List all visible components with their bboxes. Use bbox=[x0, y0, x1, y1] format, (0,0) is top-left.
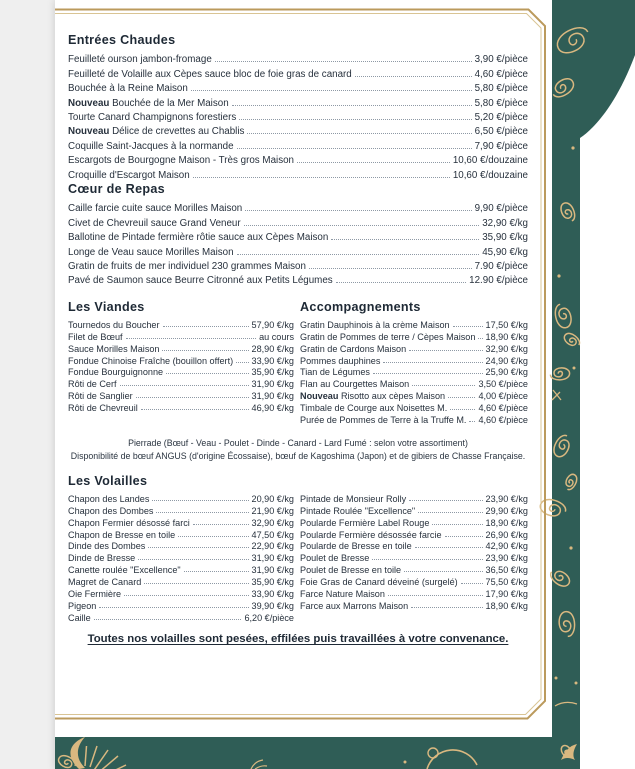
item-name: Nouveau Risotto aux cèpes Maison bbox=[300, 391, 446, 402]
dotted-leader bbox=[383, 362, 482, 363]
item-name: Flan au Courgettes Maison bbox=[300, 379, 410, 390]
item-name: Feuilleté de Volaille aux Cèpes sauce bloc de foie gras de canard bbox=[68, 68, 352, 80]
item-name: Bouchée à la Reine Maison bbox=[68, 83, 188, 95]
dotted-leader bbox=[152, 500, 248, 501]
item-price: 6,20 €/pièce bbox=[244, 612, 294, 623]
item-name: Poularde Fermière désossée farcie bbox=[300, 529, 442, 540]
dotted-leader bbox=[120, 385, 249, 386]
dotted-leader bbox=[445, 536, 483, 537]
item-name: Rôti de Sanglier bbox=[68, 391, 133, 402]
dotted-leader bbox=[409, 500, 482, 501]
section-title: Cœur de Repas bbox=[68, 182, 165, 196]
item-price: 12.90 €/pièce bbox=[469, 275, 528, 287]
item-price: 7.90 €/pièce bbox=[474, 260, 528, 272]
section-viandes-accompagnements bbox=[68, 300, 528, 425]
item-price: au cours bbox=[259, 331, 294, 342]
menu-item-row bbox=[68, 94, 528, 108]
dotted-leader bbox=[156, 512, 248, 513]
item-name: Poulet de Bresse en toile bbox=[300, 565, 402, 576]
item-name: Magret de Canard bbox=[68, 577, 142, 588]
menu-item-row bbox=[300, 551, 528, 563]
dotted-leader bbox=[245, 210, 471, 211]
item-name: Chapon des Landes bbox=[68, 493, 150, 504]
item-price: 33,90 €/kg bbox=[251, 589, 294, 600]
item-name: Nouveau Bouchée de la Mer Maison bbox=[68, 97, 229, 109]
section-coeur-de-repas bbox=[68, 182, 528, 286]
section-rows bbox=[68, 51, 528, 181]
item-name: Timbale de Courge aux Noisettes M. bbox=[300, 403, 448, 414]
menu-item-row bbox=[68, 540, 294, 552]
item-price: 45,90 €/kg bbox=[482, 246, 528, 258]
item-name: Sauce Morilles Maison bbox=[68, 343, 160, 354]
item-price: 46,90 €/kg bbox=[251, 403, 294, 414]
dotted-leader bbox=[404, 571, 482, 572]
dotted-leader bbox=[388, 595, 483, 596]
dotted-leader bbox=[450, 409, 475, 410]
item-price: 26,90 €/kg bbox=[485, 529, 528, 540]
section-title: Les Volailles bbox=[68, 474, 148, 488]
item-price: 21,90 €/kg bbox=[251, 505, 294, 516]
menu-item-row bbox=[68, 366, 294, 378]
section-accompagnements bbox=[300, 300, 528, 425]
menu-item-row bbox=[68, 166, 528, 180]
item-price: 39,90 €/kg bbox=[251, 600, 294, 611]
dotted-leader bbox=[166, 373, 248, 374]
menu-item-row bbox=[68, 528, 294, 540]
menu-item-row bbox=[68, 354, 294, 366]
menu-item-row bbox=[68, 123, 528, 137]
dotted-leader bbox=[236, 362, 248, 363]
dotted-leader bbox=[372, 559, 482, 560]
item-price: 7,90 €/pièce bbox=[474, 140, 528, 152]
menu-item-row bbox=[300, 504, 528, 516]
item-price: 36,50 €/kg bbox=[485, 565, 528, 576]
dotted-leader bbox=[124, 595, 248, 596]
item-name: Rôti de Chevreuil bbox=[68, 403, 138, 414]
item-name: Tian de Légumes bbox=[300, 367, 370, 378]
item-price: 17,90 €/kg bbox=[485, 589, 528, 600]
menu-item-row bbox=[68, 551, 294, 563]
menu-item-row bbox=[68, 563, 294, 575]
teal-bottom-band bbox=[55, 737, 580, 769]
menu-item-row bbox=[68, 258, 528, 272]
section-title: Accompagnements bbox=[300, 300, 421, 314]
item-name: Foie Gras de Canard déveiné (surgelé) bbox=[300, 577, 458, 588]
item-price: 9,90 €/pièce bbox=[474, 203, 528, 215]
dotted-leader bbox=[136, 397, 249, 398]
volailles-note: Toutes nos volailles sont pesées, effilées puis travaillées à votre convenance. bbox=[87, 633, 509, 645]
item-name: Ballotine de Pintade fermière rôtie sauce aux Cèpes Maison bbox=[68, 232, 329, 244]
menu-item-row bbox=[300, 342, 528, 354]
item-name: Canette roulée "Excellence" bbox=[68, 565, 181, 576]
item-price: 3,50 €/pièce bbox=[478, 379, 528, 390]
item-name: Poularde Fermière Label Rouge bbox=[300, 517, 430, 528]
menu-item-row bbox=[300, 318, 528, 330]
section-les-viandes bbox=[68, 300, 294, 425]
menu-item-row bbox=[300, 389, 528, 401]
menu-item-row bbox=[300, 354, 528, 366]
dotted-leader bbox=[418, 512, 482, 513]
item-price: 4,60 €/pièce bbox=[478, 415, 528, 426]
item-name: Gratin Dauphinois à la crème Maison bbox=[300, 319, 450, 330]
item-name: Coquille Saint-Jacques à la normande bbox=[68, 140, 234, 152]
item-price: 20,90 €/kg bbox=[251, 493, 294, 504]
menu-item-row bbox=[300, 366, 528, 378]
item-name: Nouveau Délice de crevettes au Chablis bbox=[68, 126, 245, 138]
disponibilite-note: Disponibilité de bœuf ANGUS (d'origine Écossaise), bœuf de Kagoshima (Japon) et de gibiers de Chasse Française. bbox=[70, 451, 526, 462]
item-price: 23,90 €/kg bbox=[485, 493, 528, 504]
item-price: 5,20 €/pièce bbox=[474, 111, 528, 123]
dotted-leader bbox=[239, 119, 471, 120]
menu-item-row bbox=[68, 109, 528, 123]
dotted-leader bbox=[336, 282, 466, 283]
dotted-leader bbox=[469, 421, 475, 422]
item-name: Farce Nature Maison bbox=[300, 589, 385, 600]
dotted-leader bbox=[184, 571, 249, 572]
item-price: 35,90 €/kg bbox=[251, 577, 294, 588]
menu-item-row bbox=[300, 330, 528, 342]
item-price: 18,90 €/kg bbox=[485, 331, 528, 342]
item-name: Pintade Roulée "Excellence" bbox=[300, 505, 416, 516]
item-name: Fondue Chinoise Fraîche (bouillon offert) bbox=[68, 355, 234, 366]
section-rows-left bbox=[68, 492, 294, 623]
dotted-leader bbox=[247, 133, 471, 134]
item-name: Oie Fermière bbox=[68, 589, 122, 600]
item-price: 10,60 €/douzaine bbox=[452, 155, 528, 167]
item-name: Escargots de Bourgogne Maison - Très gros Maison bbox=[68, 155, 294, 167]
teal-corner bbox=[552, 0, 635, 138]
dotted-leader bbox=[478, 338, 482, 339]
item-price: 42,90 €/kg bbox=[485, 541, 528, 552]
item-price: 5,80 €/pièce bbox=[474, 97, 528, 109]
item-price: 18,90 €/kg bbox=[485, 517, 528, 528]
menu-item-row bbox=[68, 599, 294, 611]
menu-item-row bbox=[300, 413, 528, 425]
item-name: Gratin de Pommes de terre / Cèpes Maison bbox=[300, 331, 476, 342]
item-price: 28,90 €/kg bbox=[251, 343, 294, 354]
dotted-leader bbox=[237, 148, 472, 149]
item-price: 17,50 €/kg bbox=[485, 319, 528, 330]
item-name: Chapon Fermier désossé farci bbox=[68, 517, 190, 528]
menu-item-row bbox=[68, 272, 528, 286]
menu-item-row bbox=[300, 575, 528, 587]
item-name: Pommes dauphines bbox=[300, 355, 381, 366]
dotted-leader bbox=[232, 105, 472, 106]
dotted-leader bbox=[99, 607, 248, 608]
menu-item-row bbox=[300, 563, 528, 575]
item-price: 25,90 €/kg bbox=[485, 367, 528, 378]
assortment-notes bbox=[68, 437, 528, 464]
section-rows bbox=[68, 318, 294, 413]
dotted-leader bbox=[448, 397, 475, 398]
item-name: Feuilleté ourson jambon-fromage bbox=[68, 54, 212, 66]
item-name: Civet de Chevreuil sauce Grand Veneur bbox=[68, 217, 241, 229]
dotted-leader bbox=[237, 254, 480, 255]
item-name: Croquille d'Escargot Maison bbox=[68, 169, 190, 181]
dotted-leader bbox=[193, 177, 450, 178]
item-price: 35,90 €/kg bbox=[482, 232, 528, 244]
item-price: 4,00 €/pièce bbox=[478, 391, 528, 402]
dotted-leader bbox=[412, 385, 475, 386]
section-rows bbox=[300, 318, 528, 425]
menu-item-row bbox=[68, 318, 294, 330]
section-entrees-chaudes bbox=[68, 33, 528, 181]
dotted-leader bbox=[126, 338, 257, 339]
item-name: Gratin de Cardons Maison bbox=[300, 343, 407, 354]
menu-item-row bbox=[68, 330, 294, 342]
dotted-leader bbox=[162, 350, 248, 351]
menu-item-row bbox=[68, 504, 294, 516]
dotted-leader bbox=[193, 524, 249, 525]
menu-item-row bbox=[300, 492, 528, 504]
item-name: Gratin de fruits de mer individuel 230 grammes Maison bbox=[68, 260, 306, 272]
menu-item-row bbox=[300, 587, 528, 599]
menu-item-row bbox=[68, 401, 294, 413]
dotted-leader bbox=[373, 373, 483, 374]
dotted-leader bbox=[415, 547, 483, 548]
menu-item-row bbox=[68, 516, 294, 528]
item-price: 31,90 €/kg bbox=[251, 565, 294, 576]
dotted-leader bbox=[138, 559, 248, 560]
item-name: Purée de Pommes de Terre à la Truffe M. bbox=[300, 415, 467, 426]
dotted-leader bbox=[432, 524, 482, 525]
pierrade-note: Pierrade (Bœuf - Veau - Poulet - Dinde - Canard - Lard Fumé : selon votre assortiment) bbox=[128, 438, 468, 448]
menu-item-row bbox=[300, 528, 528, 540]
menu-page bbox=[55, 0, 635, 769]
menu-item-row bbox=[68, 152, 528, 166]
dotted-leader bbox=[178, 536, 248, 537]
item-price: 32,90 €/kg bbox=[485, 343, 528, 354]
dotted-leader bbox=[215, 61, 472, 62]
item-price: 32,90 €/kg bbox=[482, 217, 528, 229]
item-name: Chapon de Bresse en toile bbox=[68, 529, 176, 540]
dotted-leader bbox=[309, 268, 472, 269]
item-price: 47,50 €/kg bbox=[251, 529, 294, 540]
item-price: 33,90 €/kg bbox=[251, 355, 294, 366]
item-price: 18,90 €/kg bbox=[485, 600, 528, 611]
menu-item-row bbox=[68, 377, 294, 389]
menu-item-row bbox=[68, 229, 528, 243]
section-title: Les Viandes bbox=[68, 300, 145, 314]
section-rows-right bbox=[300, 492, 528, 623]
item-name: Pavé de Saumon sauce Beurre Citronné aux Petits Légumes bbox=[68, 275, 333, 287]
item-name: Fondue Bourguignonne bbox=[68, 367, 164, 378]
item-price: 57,90 €/kg bbox=[251, 319, 294, 330]
item-price: 75,50 €/kg bbox=[485, 577, 528, 588]
item-price: 3,90 €/pièce bbox=[474, 54, 528, 66]
item-price: 31,90 €/kg bbox=[251, 553, 294, 564]
menu-item-row bbox=[68, 389, 294, 401]
item-price: 4,60 €/pièce bbox=[474, 68, 528, 80]
dotted-leader bbox=[148, 547, 248, 548]
menu-item-row bbox=[68, 80, 528, 94]
item-price: 4,60 €/pièce bbox=[478, 403, 528, 414]
item-name: Dinde de Bresse bbox=[68, 553, 136, 564]
item-price: 22,90 €/kg bbox=[251, 541, 294, 552]
item-price: 31,90 €/kg bbox=[251, 391, 294, 402]
item-name: Tournedos du Boucher bbox=[68, 319, 160, 330]
dotted-leader bbox=[453, 326, 483, 327]
item-price: 29,90 €/kg bbox=[485, 505, 528, 516]
dotted-leader bbox=[94, 619, 242, 620]
menu-item-row bbox=[68, 137, 528, 151]
menu-item-row bbox=[68, 243, 528, 257]
item-name: Caille bbox=[68, 612, 91, 623]
menu-item-row bbox=[300, 377, 528, 389]
section-title: Entrées Chaudes bbox=[68, 33, 176, 47]
menu-item-row bbox=[68, 51, 528, 65]
item-price: 35,90 €/kg bbox=[251, 367, 294, 378]
item-name: Chapon des Dombes bbox=[68, 505, 154, 516]
dotted-leader bbox=[331, 239, 479, 240]
item-price: 5,80 €/pièce bbox=[474, 83, 528, 95]
dotted-leader bbox=[297, 162, 450, 163]
item-price: 6,50 €/pièce bbox=[474, 126, 528, 138]
item-name: Farce aux Marrons Maison bbox=[300, 600, 409, 611]
item-name: Tourte Canard Champignons forestiers bbox=[68, 111, 237, 123]
item-price: 10,60 €/douzaine bbox=[452, 169, 528, 181]
dotted-leader bbox=[163, 326, 249, 327]
item-name: Dinde des Dombes bbox=[68, 541, 146, 552]
dotted-leader bbox=[355, 76, 472, 77]
dotted-leader bbox=[144, 583, 248, 584]
section-les-volailles bbox=[68, 474, 528, 623]
item-name: Poulet de Bresse bbox=[300, 553, 370, 564]
dotted-leader bbox=[244, 225, 480, 226]
section-rows bbox=[68, 200, 528, 286]
dotted-leader bbox=[141, 409, 249, 410]
menu-item-row bbox=[68, 214, 528, 228]
item-name: Rôti de Cerf bbox=[68, 379, 117, 390]
item-name: Poularde de Bresse en toile bbox=[300, 541, 412, 552]
dotted-leader bbox=[409, 350, 482, 351]
menu-item-row bbox=[68, 65, 528, 79]
item-price: 23,90 €/kg bbox=[485, 553, 528, 564]
dotted-leader bbox=[191, 90, 472, 91]
item-name: Caille farcie cuite sauce Morilles Maison bbox=[68, 203, 243, 215]
menu-item-row bbox=[68, 575, 294, 587]
menu-item-row bbox=[68, 611, 294, 623]
item-price: 32,90 €/kg bbox=[251, 517, 294, 528]
item-name: Pigeon bbox=[68, 600, 97, 611]
menu-item-row bbox=[300, 401, 528, 413]
menu-item-row bbox=[68, 342, 294, 354]
item-name: Longe de Veau sauce Morilles Maison bbox=[68, 246, 234, 258]
menu-item-row bbox=[68, 492, 294, 504]
menu-item-row bbox=[68, 200, 528, 214]
item-name: Filet de Bœuf bbox=[68, 331, 123, 342]
menu-item-row bbox=[300, 516, 528, 528]
item-price: 31,90 €/kg bbox=[251, 379, 294, 390]
item-price: 24,90 €/kg bbox=[485, 355, 528, 366]
dotted-leader bbox=[411, 607, 482, 608]
menu-item-row bbox=[300, 599, 528, 611]
dotted-leader bbox=[461, 583, 483, 584]
menu-item-row bbox=[68, 587, 294, 599]
menu-item-row bbox=[300, 540, 528, 552]
item-name: Pintade de Monsieur Rolly bbox=[300, 493, 407, 504]
